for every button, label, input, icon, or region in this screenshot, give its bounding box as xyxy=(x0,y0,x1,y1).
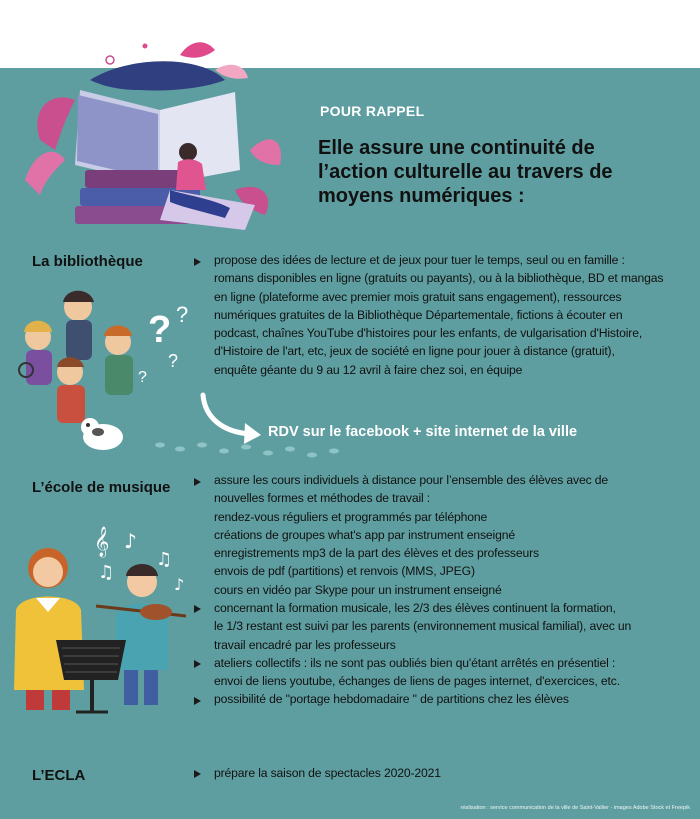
music-lesson-illustration xyxy=(6,520,202,715)
musique-bullet-1 xyxy=(214,471,608,599)
triangle-bullet-icon xyxy=(194,258,201,266)
text-line: assure les cours individuels à distance pour l’ensemble des élèves avec de xyxy=(214,473,609,487)
kicker-label: POUR RAPPEL xyxy=(320,103,425,119)
text-line: podcast, chaînes YouTube d'histoires pour les enfants, de vulgarisation d'Histoire, xyxy=(214,326,643,341)
text-line: concernant la formation musicale, les 2/3 des élèves continuent la formation, xyxy=(214,601,616,615)
section-title-musique: L’école de musique xyxy=(32,479,171,496)
svg-text:?: ? xyxy=(176,302,189,327)
ecla-text xyxy=(214,764,441,782)
svg-text:♫: ♫ xyxy=(156,549,173,570)
musique-bullet-4 xyxy=(214,690,569,708)
text-line: prépare la saison de spectacles 2020-2021 xyxy=(214,766,441,780)
text-line: numériques gratuites de la Bibliothèque Départementale, fictions à écouter en xyxy=(214,307,623,322)
text-line: cours en vidéo par Skype pour un instrument enseigné xyxy=(214,582,502,597)
svg-text:?: ? xyxy=(148,309,172,351)
text-line: ateliers collectifs : ils ne sont pas oubliés bien qu'étant arrêtés en présentiel : xyxy=(214,656,616,670)
rdv-callout: RDV sur le facebook + site internet de la ville xyxy=(268,424,578,440)
text-line: travail encadré par les professeurs xyxy=(214,637,396,652)
headline-line: Elle assure une continuité de xyxy=(318,137,595,159)
headline-line: l’action culturelle au travers de xyxy=(318,161,613,183)
footprints-trail xyxy=(150,437,360,467)
musique-bullet-3 xyxy=(214,654,620,691)
text-line: envois de pdf (partitions) et renvois (MMS, JPEG) xyxy=(214,564,475,579)
text-line: en ligne (plateforme avec premier mois gratuit sans engagement), ressources xyxy=(214,289,622,304)
text-line: romans disponibles en ligne (gratuits ou payants), ou à la bibliothèque, BD et mangas xyxy=(214,271,664,286)
bibliotheque-text xyxy=(214,251,663,379)
svg-text:𝄞: 𝄞 xyxy=(94,527,110,557)
text-line: nouvelles formes et méthodes de travail : xyxy=(214,491,431,506)
musique-bullet-2 xyxy=(214,599,631,654)
text-line: enregistrements mp3 de la part des élèves et des professeurs xyxy=(214,546,539,561)
text-line: le 1/3 restant est suivi par les parents (environnement musical familial), avec un xyxy=(214,619,632,634)
svg-text:♫: ♫ xyxy=(98,562,115,583)
headline xyxy=(318,136,688,208)
text-line: possibilité de "portage hebdomadaire " de partitions chez les élèves xyxy=(214,692,569,706)
svg-text:♪: ♪ xyxy=(174,575,185,594)
text-line: rendez-vous réguliers et programmés par téléphone xyxy=(214,509,488,524)
headline-line: moyens numériques : xyxy=(318,185,525,207)
credit-line: réalisation : service communication de la ville de Saint-Vallier - images Adobe Stock et Freepik xyxy=(460,805,690,811)
text-line: propose des idées de lecture et de jeux pour tuer le temps, seul ou en famille : xyxy=(214,253,625,267)
svg-text:♪: ♪ xyxy=(124,529,137,553)
text-line: envoi de liens youtube, échanges de liens de pages internet, d'exercices, etc. xyxy=(214,674,620,689)
open-book-illustration xyxy=(20,30,290,240)
triangle-bullet-icon xyxy=(194,770,201,778)
triangle-bullet-icon xyxy=(194,478,201,486)
text-line: d'Histoire de l'art, etc, jeux de société en ligne pour jouer à distance (gratuit), xyxy=(214,344,615,359)
text-line: créations de groupes what's app par instrument enseigné xyxy=(214,527,515,542)
section-title-ecla: L’ECLA xyxy=(32,767,86,784)
svg-text:?: ? xyxy=(168,351,179,371)
svg-text:?: ? xyxy=(138,369,147,386)
section-title-bibliotheque: La bibliothèque xyxy=(32,253,143,270)
text-line: enquête géante du 9 au 12 avril à faire chez soi, en équipe xyxy=(214,362,523,377)
